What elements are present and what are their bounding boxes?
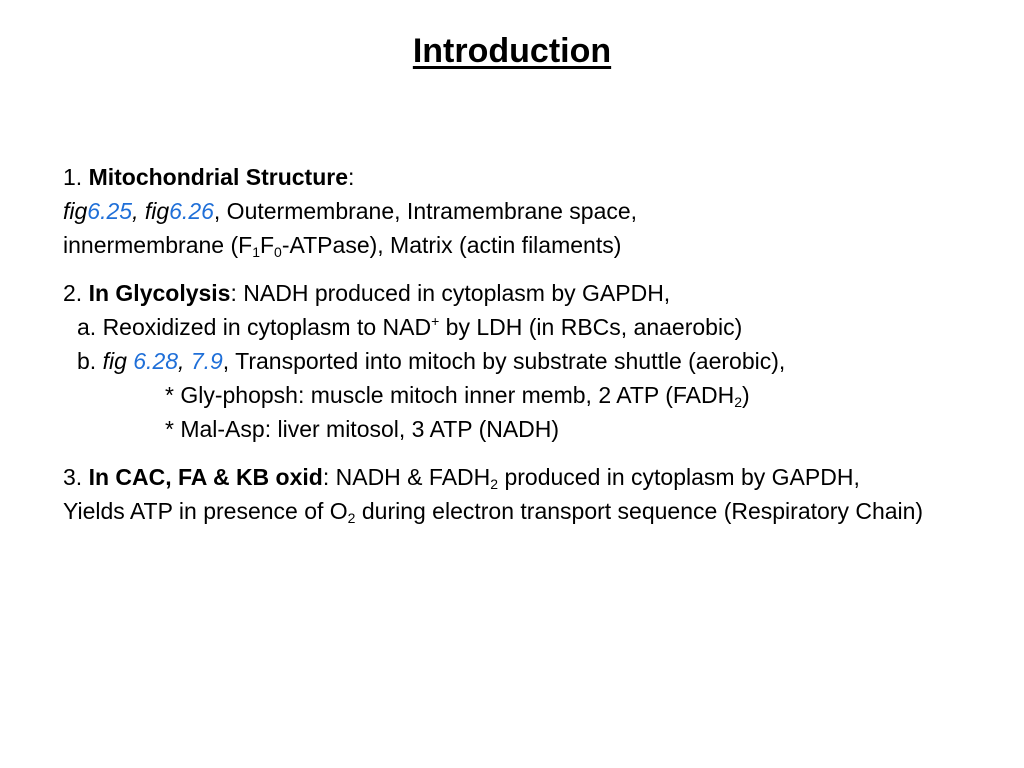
page-title: Introduction: [412, 32, 612, 70]
section-2-heading: In Glycolysis: [88, 280, 231, 306]
text: a. Reoxidized in cytoplasm to NAD: [77, 314, 432, 340]
fig-label: fig: [102, 348, 127, 374]
section-2-heading-line: [63, 276, 993, 310]
section-1-heading: Mitochondrial Structure: [88, 164, 348, 190]
section-cac-fa-kb: [63, 460, 993, 528]
superscript: +: [431, 313, 440, 329]
section-1-figures-line: [63, 194, 993, 228]
fig-label: fig: [144, 198, 170, 224]
section-1-colon: :: [347, 164, 355, 190]
subscript: 2: [734, 394, 743, 410]
fig-ref-6-26[interactable]: 6.26: [169, 198, 214, 224]
section-3-paragraph-1: [63, 460, 993, 494]
section-1-number: 1.: [63, 164, 89, 190]
subscript: 1: [252, 244, 260, 260]
text: , Transported into mitoch by substrate shuttle (aerobic),: [222, 348, 786, 374]
fig-ref-6-25[interactable]: 6.25: [87, 198, 133, 224]
fig-separator: ,: [178, 348, 191, 374]
text: b.: [77, 348, 103, 374]
sub-item-mal-asp: * Mal-Asp: liver mitosol, 3 ATP (NADH): [165, 416, 560, 442]
text: * Gly-phopsh: muscle mitoch inner memb, 2 ATP (FADH: [165, 382, 735, 408]
fig-ref-7-9[interactable]: 7.9: [190, 348, 223, 374]
text: innermembrane (F: [63, 232, 253, 258]
subscript: 2: [347, 510, 356, 526]
section-3-number: 3.: [63, 464, 89, 490]
text: by LDH (in RBCs, anaerobic): [439, 314, 743, 340]
text: ): [742, 382, 750, 408]
text: during electron transport sequence (Respiratory Chain): [355, 498, 924, 524]
section-1-structures: , Outermembrane, Intramembrane space,: [213, 198, 638, 224]
section-2-number: 2.: [63, 280, 89, 306]
section-1-membrane-line: [63, 228, 993, 262]
section-1-heading-line: [63, 160, 993, 194]
subscript: 0: [274, 244, 282, 260]
sub-item-gly-phosph: [63, 378, 993, 412]
slide-body: [63, 160, 993, 528]
subscript: 2: [490, 476, 499, 492]
text: -ATPase), Matrix (actin filaments): [281, 232, 622, 258]
text: produced in cytoplasm by GAPDH,: [498, 464, 860, 490]
fig-separator: ,: [132, 198, 145, 224]
fig-ref-6-28[interactable]: 6.28: [133, 348, 179, 374]
text: Yields ATP in presence of O: [63, 498, 348, 524]
item-a: [63, 310, 993, 344]
text: : NADH & FADH: [322, 464, 491, 490]
section-mitochondrial-structure: [63, 160, 993, 262]
fig-label: fig: [63, 198, 88, 224]
section-3-paragraph-2: [63, 494, 993, 528]
text: F: [259, 232, 275, 258]
item-b: [63, 344, 993, 378]
section-glycolysis: [63, 276, 993, 446]
section-2-text: : NADH produced in cytoplasm by GAPDH,: [230, 280, 671, 306]
section-3-heading: In CAC, FA & KB oxid: [88, 464, 323, 490]
